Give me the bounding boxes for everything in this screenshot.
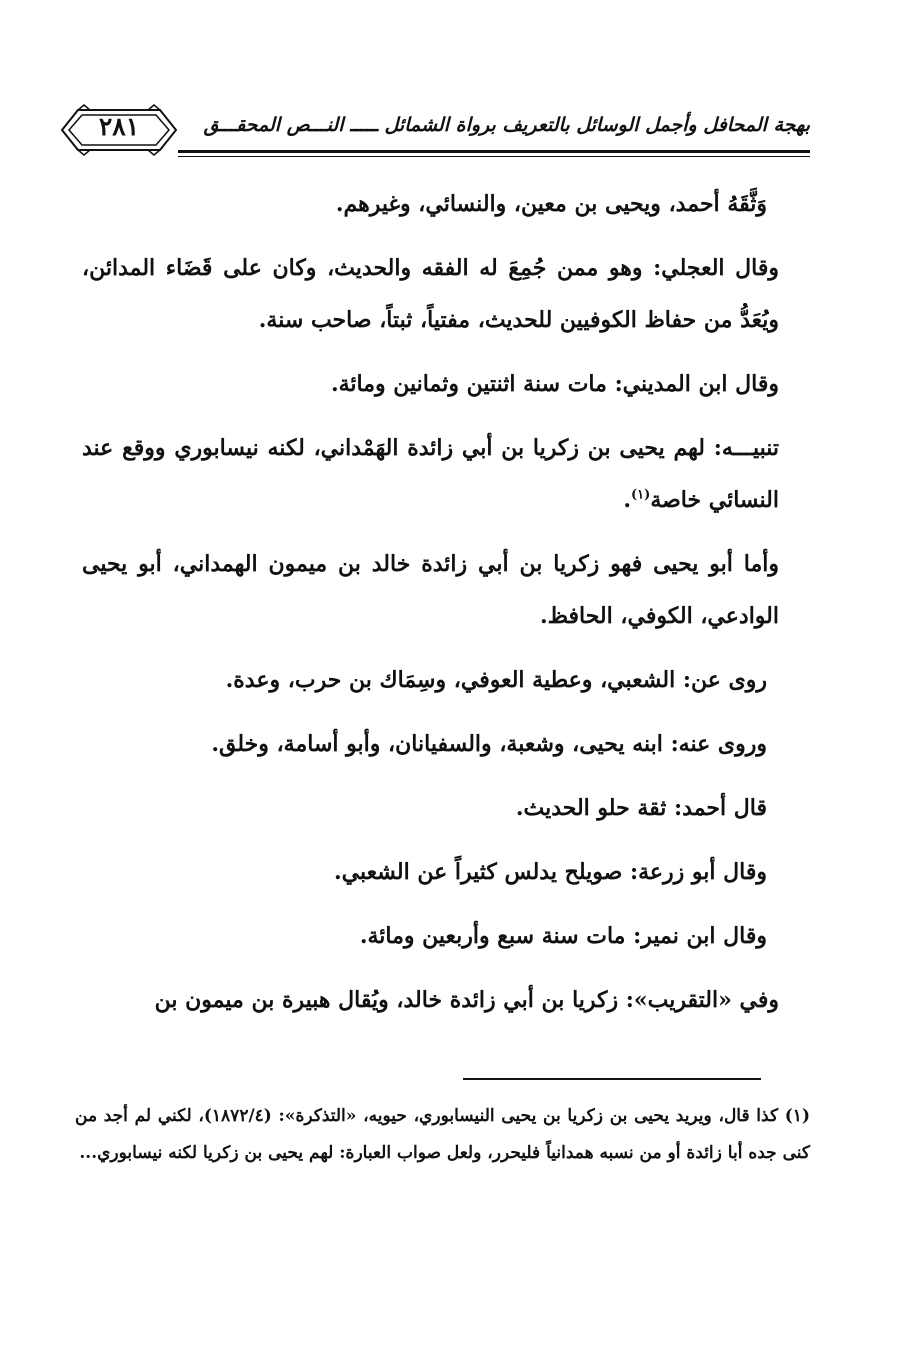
footnote-reference[interactable]: (١) bbox=[631, 487, 651, 503]
paragraph-tanbih bbox=[82, 422, 807, 526]
tanbih-end: . bbox=[623, 487, 632, 513]
page-header bbox=[60, 104, 810, 160]
header-rule-thin bbox=[178, 156, 810, 157]
footnotes bbox=[75, 1098, 810, 1172]
paragraph-ibn-madini: وقال ابن المديني: مات سنة اثنتين وثمانين ومائة. bbox=[330, 371, 779, 397]
paragraph-abu-yahya: وأما أبو يحيى فهو زكريا بن أبي زائدة خالد بن ميمون الهمداني، أبو يحيى الوادعي، الكوفي، الحافظ. bbox=[82, 551, 779, 629]
footnote-1: (١) كذا قال، ويريد يحيى بن زكريا بن يحيى النيسابوري، حيويه، «التذكرة»: (١٨٧٢/٤)، لكني لم أجد من كنى جده أبا زائدة أو من نسبه همدانياً فليحرر، ولعل صواب العبارة: لهم يحيى بن زكريا لكنه نيسابوري... bbox=[75, 1106, 810, 1163]
paragraph-taqrib: وفي «التقريب»: زكريا بن أبي زائدة خالد، ويُقال هبيرة بن ميمون بن bbox=[154, 987, 779, 1013]
paragraph-rawa-anhu: وروى عنه: ابنه يحيى، وشعبة، والسفيانان، وأبو أسامة، وخلق. bbox=[211, 731, 767, 757]
paragraph-abu-zura: وقال أبو زرعة: صويلح يدلس كثيراً عن الشعبي. bbox=[334, 859, 767, 885]
running-title: بهجة المحافل وأجمل الوسائل بالتعريف برواة الشمائل ـــــ النـــص المحقـــق bbox=[203, 114, 810, 136]
body-text bbox=[82, 178, 807, 1038]
tanbih-text: تنبيـــه: لهم يحيى بن زكريا بن أبي زائدة الهَمْداني، لكنه نيسابوري ووقع عند النسائي خاصة bbox=[82, 435, 779, 513]
page-number-badge bbox=[60, 104, 178, 156]
paragraph-ijli: وقال العجلي: وهو ممن جُمِعَ له الفقه والحديث، وكان على قَضَاء المدائن، ويُعَدُّ من حفاظ الكوفيين للحديث، مفتياً، ثبتاً، صاحب سنة. bbox=[82, 255, 779, 333]
paragraph-tawthiq: وَثَّقَهُ أحمد، ويحيى بن معين، والنسائي، وغيرهم. bbox=[335, 191, 767, 217]
paragraph-ibn-numayr: وقال ابن نمير: مات سنة سبع وأربعين ومائة. bbox=[359, 923, 767, 949]
paragraph-rawa-an: روى عن: الشعبي، وعطية العوفي، وسِمَاك بن حرب، وعدة. bbox=[225, 667, 767, 693]
footnote-separator bbox=[463, 1078, 761, 1080]
header-rule bbox=[178, 150, 810, 153]
paragraph-ahmad: قال أحمد: ثقة حلو الحديث. bbox=[515, 795, 767, 821]
page-number: ٢٨١ bbox=[98, 112, 140, 141]
